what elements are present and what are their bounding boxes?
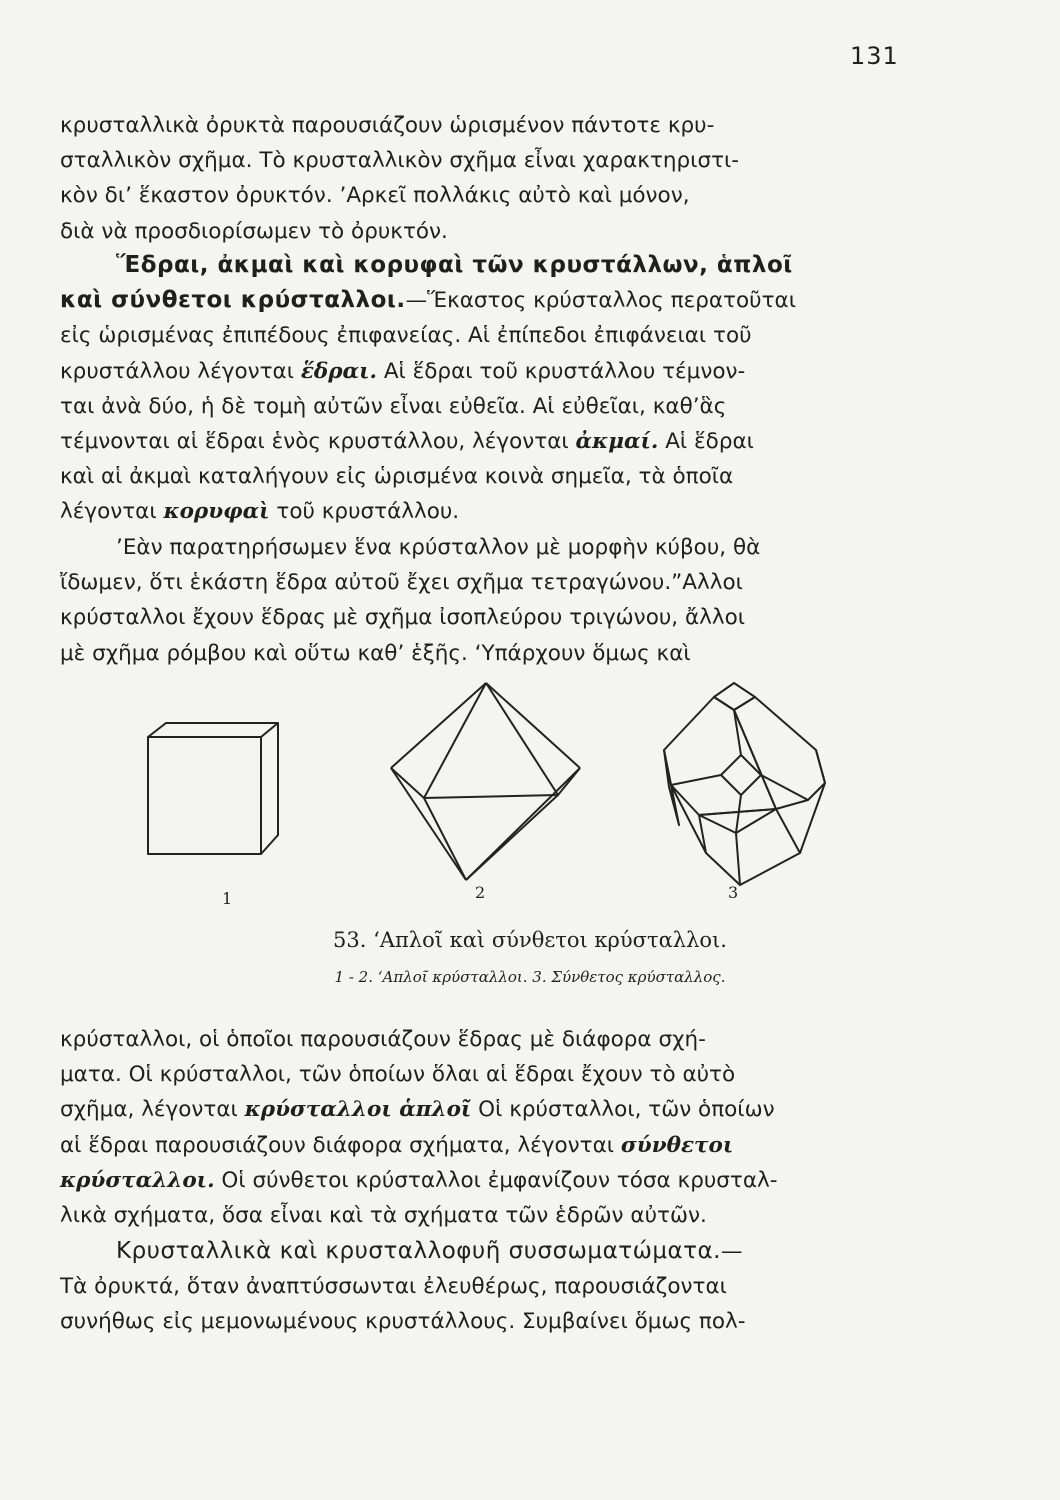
text-line: ’Εὰν παρατηρήσωμεν ἕνα κρύσταλλον μὲ μορφὴν κύβου, θὰ bbox=[116, 535, 761, 560]
figure-subcaption: 1 - 2. ‘Απλοῖ κρύσταλλοι. 3. Σύνθετος κρύσταλλος. bbox=[334, 968, 726, 986]
octahedron-drawing bbox=[391, 683, 580, 880]
text-fragment: λέγονται bbox=[60, 499, 164, 525]
paragraph-5 bbox=[60, 1234, 905, 1340]
text-line bbox=[60, 494, 905, 529]
composite-crystal-drawing bbox=[664, 683, 825, 885]
text-line: διὰ νὰ προσδιορίσωμεν τὸ ὀρυκτόν. bbox=[60, 218, 448, 244]
section-heading: Κρυσταλλικὰ καὶ κρυσταλλοφυῆ συσσωματώματα. bbox=[116, 1238, 721, 1264]
page-number: 131 bbox=[850, 42, 899, 70]
term-akmai: ἀκμαί. bbox=[575, 429, 659, 455]
text-fragment: αἱ ἕδραι παρουσιάζουν διάφορα σχήματα, λέγονται bbox=[60, 1132, 621, 1158]
text-line: κρύσταλλοι ἔχουν ἕδρας μὲ σχῆμα ἰσοπλεύρου τριγώνου, ἄλλοι bbox=[60, 605, 746, 631]
text-fragment: —Ἕκαστος κρύσταλλος περατοῦται bbox=[405, 288, 796, 314]
text-line: κὸν δι’ ἕκαστον ὀρυκτόν. ’Αρκεῖ πολλάκις αὐτὸ καὶ μόνον, bbox=[60, 183, 690, 209]
text-line: μὲ σχῆμα ρόμβου καὶ οὕτω καθ’ ἑξῆς. ‘Υπάρχουν ὅμως καὶ bbox=[60, 640, 691, 666]
term-krystalloi: κρύσταλλοι. bbox=[60, 1167, 215, 1193]
text-fragment: — bbox=[720, 1239, 743, 1264]
text-line: καὶ αἱ ἀκμαὶ καταλήγουν εἰς ὡρισμένα κοινὰ σημεῖα, τὰ ὁποῖα bbox=[60, 464, 734, 490]
text-line: εἰς ὡρισμένας ἐπιπέδους ἐπιφανείας. Αἱ ἐπίπεδοι ἐπιφάνειαι τοῦ bbox=[60, 323, 752, 349]
text-line: κρυσταλλικὰ ὀρυκτὰ παρουσιάζουν ὡρισμένον πάντοτε κρυ- bbox=[60, 113, 715, 138]
text-line: συνήθως εἰς μεμονωμένους κρυστάλλους. Συμβαίνει ὅμως πολ- bbox=[60, 1309, 746, 1335]
text-line: κρύσταλλοι, οἱ ὁποῖοι παρουσιάζουν ἕδρας μὲ διάφορα σχή- bbox=[60, 1027, 706, 1052]
figure-label-1: 1 bbox=[222, 889, 233, 908]
text-line bbox=[60, 424, 905, 459]
term-synthetoi: σύνθετοι bbox=[620, 1132, 734, 1158]
text-fragment: Αἱ ἕδραι τοῦ κρυστάλλου τέμνον- bbox=[377, 358, 746, 384]
paragraph-4 bbox=[60, 1022, 905, 1233]
text-line: ματα. Οἱ κρύσταλλοι, τῶν ὁποίων ὅλαι αἱ ἕδραι ἔχουν τὸ αὐτὸ bbox=[60, 1062, 736, 1088]
paragraph-1 bbox=[60, 108, 905, 249]
text-fragment: τέμνονται αἱ ἕδραι ἑνὸς κρυστάλλου, λέγονται bbox=[60, 429, 576, 455]
text-fragment: Αἱ ἕδραι bbox=[658, 429, 754, 455]
text-fragment: Οἱ κρύσταλλοι, τῶν ὁποίων bbox=[471, 1097, 775, 1123]
text-line bbox=[60, 1163, 905, 1198]
text-fragment: τοῦ κρυστάλλου. bbox=[269, 499, 460, 525]
paragraph-2 bbox=[60, 248, 905, 530]
text-line bbox=[60, 283, 905, 318]
figure-label-2: 2 bbox=[475, 883, 486, 902]
paragraph-3 bbox=[60, 530, 905, 671]
crystal-figures bbox=[130, 675, 850, 920]
crystal-drawings bbox=[130, 675, 850, 920]
text-fragment: Οἱ σύνθετοι κρύσταλλοι ἐμφανίζουν τόσα κρυσταλ- bbox=[214, 1167, 778, 1193]
text-fragment: σχῆμα, λέγονται bbox=[60, 1097, 245, 1123]
text-line bbox=[60, 1234, 905, 1269]
term-koryfai: κορυφαὶ bbox=[163, 499, 270, 525]
term-edrai: ἕδραι. bbox=[300, 358, 377, 384]
figure-label-3: 3 bbox=[728, 883, 739, 902]
text-line: ἴδωμεν, ὅτι ἑκάστη ἕδρα αὐτοῦ ἔχει σχῆμα τετραγώνου.”Αλλοι bbox=[60, 570, 743, 596]
text-line bbox=[60, 354, 905, 389]
text-line: Τὰ ὀρυκτά, ὅταν ἀναπτύσσωνται ἐλευθέρως, παρουσιάζονται bbox=[60, 1274, 727, 1300]
text-line: σταλλικὸν σχῆμα. Τὸ κρυσταλλικὸν σχῆμα εἶναι χαρακτηριστι- bbox=[60, 148, 740, 174]
text-line: ται ἀνὰ δύο, ἡ δὲ τομὴ αὐτῶν εἶναι εὐθεῖα. Αἱ εὐθεῖαι, καθ’ἃς bbox=[60, 393, 727, 419]
text-fragment: κρυστάλλου λέγονται bbox=[60, 358, 301, 384]
section-heading-cont: καὶ σύνθετοι κρύσταλλοι. bbox=[60, 287, 406, 314]
text-line bbox=[60, 1128, 905, 1163]
section-heading: Ἕδραι, ἀκμαὶ καὶ κορυφαὶ τῶν κρυστάλλων, ἁπλοῖ bbox=[116, 252, 793, 278]
term-aploi: κρύσταλλοι ἁπλοῖ bbox=[244, 1097, 472, 1123]
text-line bbox=[60, 1092, 905, 1127]
figure-caption: 53. ‘Απλοῖ καὶ σύνθετοι κρύσταλλοι. bbox=[333, 928, 727, 952]
text-line: λικὰ σχήματα, ὅσα εἶναι καὶ τὰ σχήματα τῶν ἑδρῶν αὐτῶν. bbox=[60, 1203, 707, 1229]
cube-drawing bbox=[148, 723, 278, 854]
